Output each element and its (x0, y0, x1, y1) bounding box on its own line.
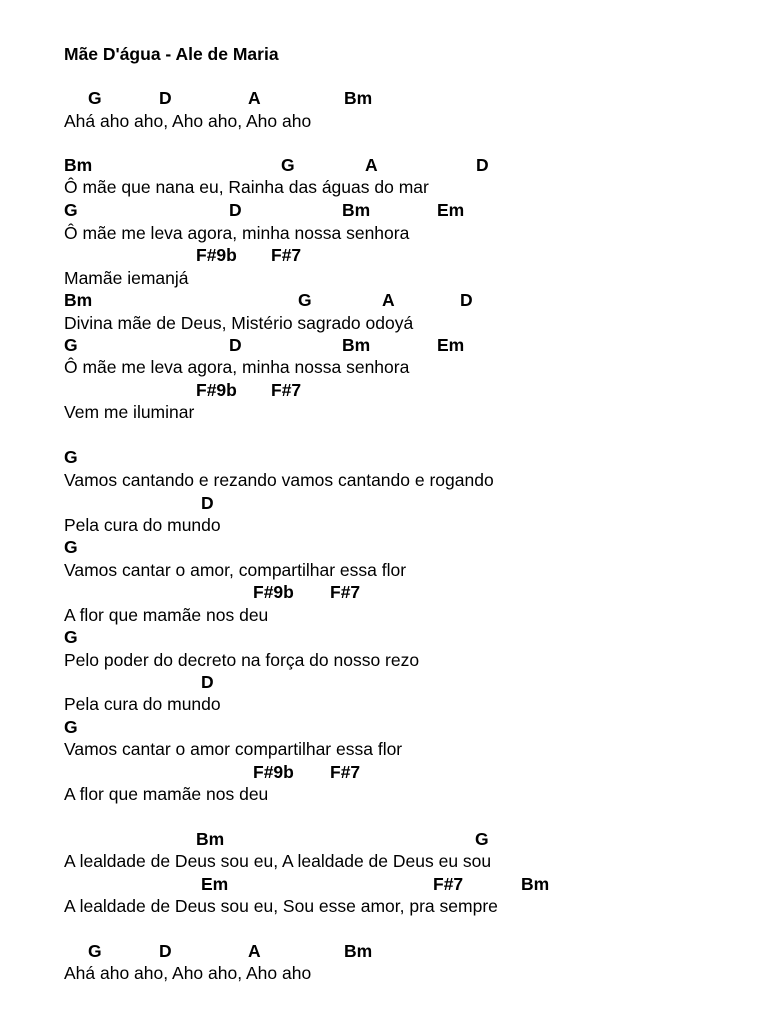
lyric-line: Ahá aho aho, Aho aho, Aho aho (64, 963, 312, 983)
lyric-line: Ahá aho aho, Aho aho, Aho aho (64, 111, 312, 131)
chord: Bm (521, 874, 550, 894)
chord: A (248, 941, 261, 961)
chord: D (159, 88, 172, 108)
chord: G (88, 941, 102, 961)
lyric-line: Pelo poder do decreto na força do nosso rezo (64, 650, 420, 670)
chord: D (201, 672, 214, 692)
chord: G (64, 200, 78, 220)
lyric-line: Mamãe iemanjá (64, 268, 189, 288)
chord: G (64, 447, 78, 467)
chord: A (382, 290, 395, 310)
lyric-line: Vamos cantando e rezando vamos cantando e rogando (64, 470, 494, 490)
chord: F#9b (196, 380, 237, 400)
chord: D (476, 155, 489, 175)
lyric-line: Ô mãe que nana eu, Rainha das águas do mar (64, 177, 429, 197)
chord: A (365, 155, 378, 175)
lyric-line: Vamos cantar o amor compartilhar essa flor (64, 739, 403, 759)
chord: F#7 (271, 380, 302, 400)
lyric-line: Ô mãe me leva agora, minha nossa senhora (64, 223, 410, 243)
lyric-line: Vamos cantar o amor, compartilhar essa flor (64, 560, 407, 580)
chord: Bm (342, 335, 371, 355)
chord: G (64, 335, 78, 355)
chord: F#9b (196, 245, 237, 265)
chord: F#7 (433, 874, 464, 894)
chord: D (229, 200, 242, 220)
chord: D (460, 290, 473, 310)
chord: F#7 (271, 245, 302, 265)
lyric-line: Divina mãe de Deus, Mistério sagrado odoyá (64, 313, 414, 333)
chord: Bm (196, 829, 225, 849)
lyric-line: Ô mãe me leva agora, minha nossa senhora (64, 357, 410, 377)
chord: D (201, 493, 214, 513)
chord: D (229, 335, 242, 355)
chord: G (475, 829, 489, 849)
chord: Bm (64, 290, 93, 310)
chord: F#7 (330, 762, 361, 782)
chord: Bm (342, 200, 371, 220)
lyric-line: A flor que mamãe nos deu (64, 605, 269, 625)
lyric-line: A lealdade de Deus sou eu, A lealdade de Deus eu sou (64, 851, 492, 871)
lyric-line: Pela cura do mundo (64, 515, 221, 535)
chord: Em (437, 335, 465, 355)
chord: D (159, 941, 172, 961)
chord: Em (201, 874, 229, 894)
chord: G (88, 88, 102, 108)
lyric-line: A flor que mamãe nos deu (64, 784, 269, 804)
song-title: Mãe D'água - Ale de Maria (64, 44, 279, 64)
lyric-line: Vem me iluminar (64, 402, 195, 422)
lyric-line: A lealdade de Deus sou eu, Sou esse amor, pra sempre (64, 896, 498, 916)
chord: Bm (64, 155, 93, 175)
chord: G (281, 155, 295, 175)
chord: G (64, 627, 78, 647)
chord: G (298, 290, 312, 310)
chord: G (64, 717, 78, 737)
chord: G (64, 537, 78, 557)
chord: Bm (344, 88, 373, 108)
chord: F#9b (253, 762, 294, 782)
chord: Bm (344, 941, 373, 961)
chord: A (248, 88, 261, 108)
chord: Em (437, 200, 465, 220)
lyric-line: Pela cura do mundo (64, 694, 221, 714)
chord: F#7 (330, 582, 361, 602)
chord: F#9b (253, 582, 294, 602)
